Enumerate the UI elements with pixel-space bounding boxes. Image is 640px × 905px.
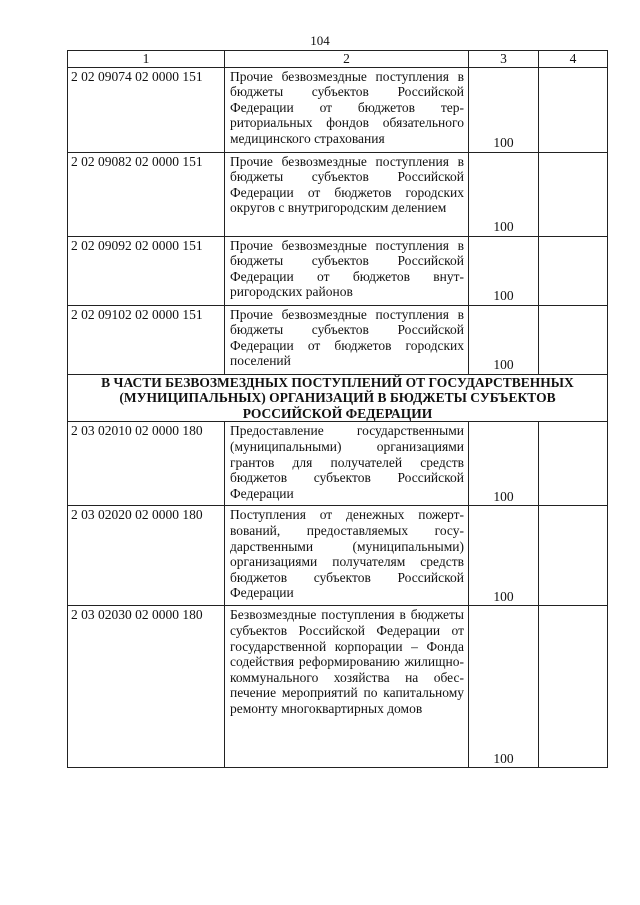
revenue-name-cell: Безвозмездные поступления в бюджеты субъектов Российской Федерации от государственной корпорации – Фонда содействия реформированию жилищно-коммунального хозяйства на обеспечение мероприятий по капитальному ремонту многоквартирных домов [225, 606, 469, 768]
table-row [68, 67, 608, 152]
norm-value-cell: 100 [469, 305, 539, 374]
page-number: 104 [310, 33, 330, 48]
revenue-code-cell: 2 02 09092 02 0000 151 [68, 236, 225, 305]
section-heading: В ЧАСТИ БЕЗВОЗМЕЗДНЫХ ПОСТУПЛЕНИЙ ОТ ГОСУДАРСТВЕННЫХ (МУНИЦИПАЛЬНЫХ) ОРГАНИЗАЦИЙ В БЮДЖЕТЫ СУБЪЕКТОВ РОССИЙСКОЙ ФЕДЕРАЦИИ [68, 374, 608, 422]
table-row [68, 305, 608, 374]
budget-classification-table [67, 50, 608, 768]
table-row [68, 606, 608, 768]
revenue-code-cell: 2 03 02030 02 0000 180 [68, 606, 225, 768]
table-row [68, 506, 608, 606]
empty-value-cell [539, 606, 608, 768]
norm-value-cell: 100 [469, 236, 539, 305]
column-header-1: 1 [68, 51, 225, 68]
section-heading-row [68, 374, 608, 422]
table-row [68, 422, 608, 506]
norm-value-cell: 100 [469, 506, 539, 606]
norm-value-cell: 100 [469, 606, 539, 768]
revenue-name-cell: Предоставление государственными (муниципальными) организациями грантов для получателей средств бюджетов субъектов Российской Федерации [225, 422, 469, 506]
column-header-4: 4 [539, 51, 608, 68]
empty-value-cell [539, 152, 608, 236]
column-header-2: 2 [225, 51, 469, 68]
revenue-name-cell: Поступления от денежных пожертвований, предоставляемых государственными (муниципальными) организациями получателям средств бюджетов субъектов Российской Федерации [225, 506, 469, 606]
column-header-3: 3 [469, 51, 539, 68]
table-row [68, 152, 608, 236]
empty-value-cell [539, 506, 608, 606]
revenue-code-cell: 2 02 09074 02 0000 151 [68, 67, 225, 152]
column-number-header-row [68, 51, 608, 68]
table-row [68, 236, 608, 305]
revenue-code-cell: 2 03 02010 02 0000 180 [68, 422, 225, 506]
revenue-code-cell: 2 02 09082 02 0000 151 [68, 152, 225, 236]
empty-value-cell [539, 305, 608, 374]
revenue-name-cell: Прочие безвозмездные поступления в бюджеты субъектов Российской Федерации от бюджетов городских поселений [225, 305, 469, 374]
norm-value-cell: 100 [469, 152, 539, 236]
empty-value-cell [539, 67, 608, 152]
revenue-name-cell: Прочие безвозмездные поступления в бюджеты субъектов Российской Федерации от бюджетов городских округов с внутригородским делением [225, 152, 469, 236]
empty-value-cell [539, 422, 608, 506]
revenue-code-cell: 2 02 09102 02 0000 151 [68, 305, 225, 374]
revenue-code-cell: 2 03 02020 02 0000 180 [68, 506, 225, 606]
revenue-name-cell: Прочие безвозмездные поступления в бюджеты субъектов Российской Федерации от бюджетов внутригородских районов [225, 236, 469, 305]
revenue-name-cell: Прочие безвозмездные поступления в бюджеты субъектов Российской Федерации от бюджетов территориальных фондов обязательного медицинского страхования [225, 67, 469, 152]
norm-value-cell: 100 [469, 67, 539, 152]
empty-value-cell [539, 236, 608, 305]
norm-value-cell: 100 [469, 422, 539, 506]
